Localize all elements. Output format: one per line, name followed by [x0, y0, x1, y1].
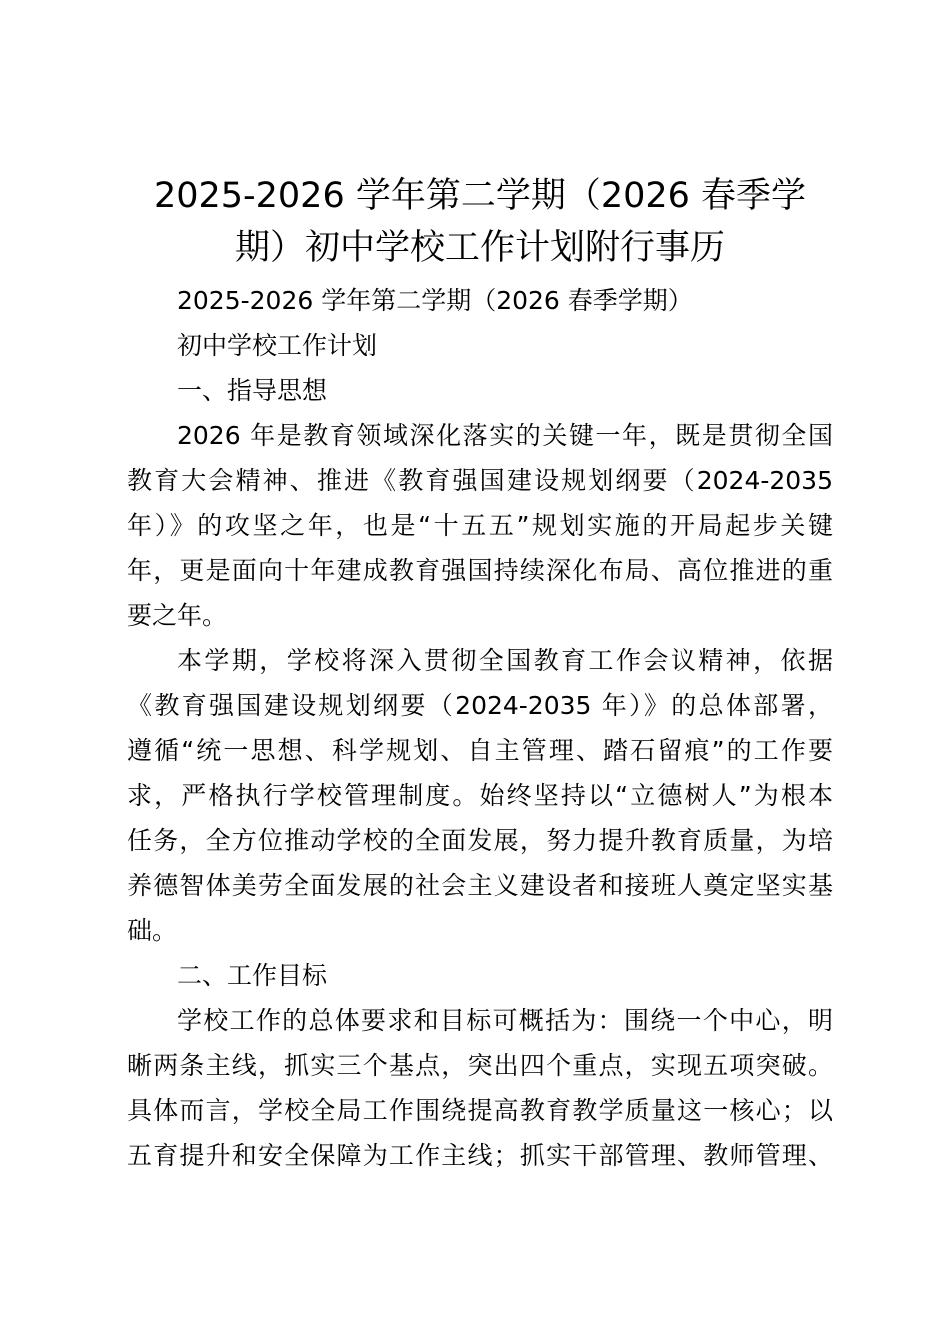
- title-line-1: 2025-2026 学年第二学期（2026 春季学: [153, 176, 807, 216]
- subtitle-line: 2025-2026 学年第二学期（2026 春季学期）: [177, 286, 693, 315]
- paragraph-line: 年）》的攻坚之年，也是“十五五”规划实施的开局起步关键: [127, 511, 833, 540]
- document-body: [127, 278, 833, 1178]
- paragraph-line: 具体而言，学校全局工作围绕提高教育教学质量这一核心；以: [127, 1096, 833, 1125]
- section-heading: 一、指导思想: [177, 376, 328, 405]
- title-line-2: 期）初中学校工作计划附行事历: [234, 228, 725, 268]
- paragraph-line: 要之年。: [127, 601, 228, 630]
- document-title: [110, 170, 850, 274]
- section-heading: 二、工作目标: [177, 961, 328, 990]
- paragraph-line: 年，更是面向十年建成教育强国持续深化布局、高位推进的重: [127, 556, 833, 585]
- paragraph-line: 本学期，学校将深入贯彻全国教育工作会议精神，依据: [177, 646, 833, 675]
- paragraph-line: 五育提升和安全保障为工作主线；抓实干部管理、教师管理、: [127, 1141, 833, 1170]
- paragraph-line: 学校工作的总体要求和目标可概括为：围绕一个中心，明: [177, 1006, 833, 1035]
- paragraph-line: 晰两条主线，抓实三个基点，突出四个重点，实现五项突破。: [127, 1051, 833, 1080]
- paragraph-line: 教育大会精神、推进《教育强国建设规划纲要（2024-2035: [127, 466, 833, 495]
- paragraph-line: 求，严格执行学校管理制度。始终坚持以“立德树人”为根本: [127, 781, 833, 810]
- paragraph-line: 养德智体美劳全面发展的社会主义建设者和接班人奠定坚实基: [127, 871, 833, 900]
- paragraph-line: 遵循“统一思想、科学规划、自主管理、踏石留痕”的工作要: [127, 736, 833, 765]
- paragraph-line: 2026 年是教育领域深化落实的关键一年，既是贯彻全国: [177, 421, 833, 450]
- paragraph-line: 任务，全方位推动学校的全面发展，努力提升教育质量，为培: [127, 826, 833, 855]
- paragraph-line: 《教育强国建设规划纲要（2024-2035 年）》的总体部署，: [127, 691, 833, 720]
- paragraph-line: 础。: [127, 916, 178, 945]
- subtitle-line: 初中学校工作计划: [177, 331, 378, 360]
